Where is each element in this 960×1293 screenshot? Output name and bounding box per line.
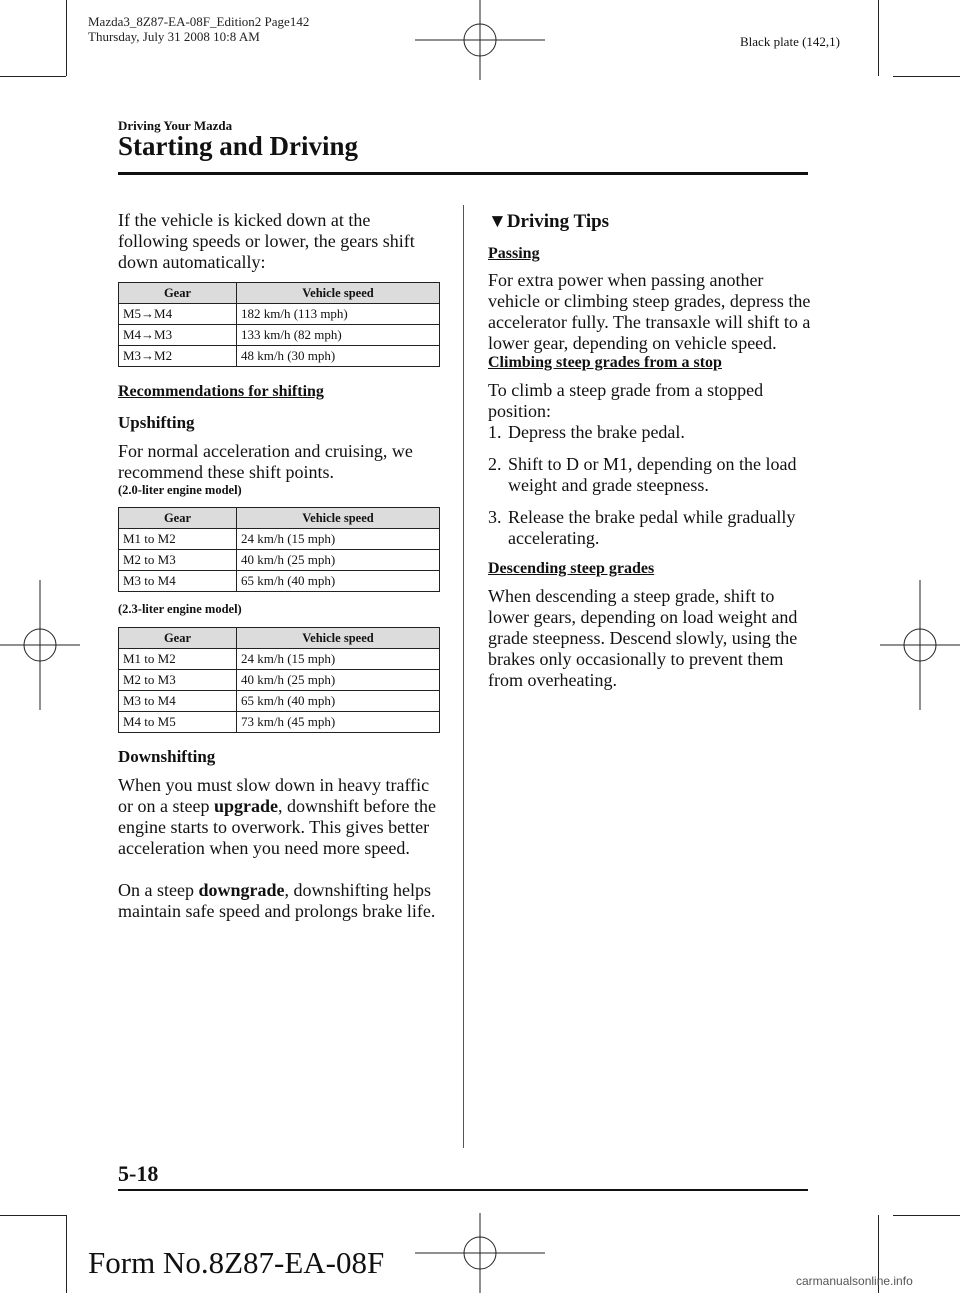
table-cell: M2 to M3 <box>119 670 237 691</box>
registration-target-top-icon <box>415 0 545 80</box>
table-cell: 73 km/h (45 mph) <box>237 712 440 733</box>
column-divider <box>463 205 464 1148</box>
plate-label: Black plate (142,1) <box>740 34 840 49</box>
recommendations-heading: Recommendations for shifting <box>118 383 324 400</box>
table-cell: 182 km/h (113 mph) <box>237 304 440 325</box>
column-header: Vehicle speed <box>237 283 440 304</box>
step-text: Release the brake pedal while gradually accelerating. <box>508 507 796 548</box>
table-cell: M4→M3 <box>119 325 237 346</box>
column-header: Vehicle speed <box>237 628 440 649</box>
file-info <box>88 14 309 44</box>
table-cell: 65 km/h (40 mph) <box>237 691 440 712</box>
table-cell: M3 to M4 <box>119 571 237 592</box>
text-run: When you must slow down in heavy traffic or on a steep <box>118 775 430 816</box>
step-text: Shift to D or M1, depending on the load weight and grade steepness. <box>508 454 797 495</box>
watermark: carmanualsonline.info <box>796 1274 913 1288</box>
text-run: , downshifting helps maintain safe speed and prolongs brake life. <box>118 880 436 921</box>
upshifting-text: For normal acceleration and cruising, we recommend these shift points. <box>118 441 413 482</box>
file-name: Mazda3_8Z87-EA-08F_Edition2 Page142 <box>88 14 310 29</box>
emphasis-downgrade: downgrade <box>198 880 285 900</box>
table-cell: M4 to M5 <box>119 712 237 733</box>
page-title: Starting and Driving <box>118 131 359 161</box>
right-column <box>488 211 812 691</box>
table-row <box>119 346 440 367</box>
file-timestamp: Thursday, July 31 2008 10:8 AM <box>88 29 260 44</box>
list-item <box>488 507 812 549</box>
triangle-marker-icon: ▼ <box>488 211 507 232</box>
downshifting-paragraph-2 <box>118 880 440 922</box>
shift-table-20 <box>118 507 440 592</box>
table-row <box>119 712 440 733</box>
step-number: 1. <box>488 422 502 442</box>
registration-target-left-icon <box>0 580 80 710</box>
table-cell: 24 km/h (15 mph) <box>237 649 440 670</box>
table-cell: M2 to M3 <box>119 550 237 571</box>
climbing-intro: To climb a steep grade from a stopped position: <box>488 380 764 421</box>
table-header-row <box>119 628 440 649</box>
table-cell: 65 km/h (40 mph) <box>237 571 440 592</box>
step-number: 3. <box>488 507 502 527</box>
table-row <box>119 649 440 670</box>
table-cell: 40 km/h (25 mph) <box>237 550 440 571</box>
list-item <box>488 422 812 443</box>
climbing-heading: Climbing steep grades from a stop <box>488 354 722 371</box>
passing-heading: Passing <box>488 245 540 262</box>
emphasis-upgrade: upgrade <box>213 796 278 816</box>
descending-text: When descending a steep grade, shift to lower gears, depending on load weight and grade steepness. Descend slowly, using the brakes only occasionally to prevent them from overheating. <box>488 586 798 690</box>
engine-23-label: (2.3-liter engine model) <box>118 602 242 616</box>
downshifting-heading: Downshifting <box>118 747 216 766</box>
driving-tips-heading <box>488 211 812 233</box>
step-number: 2. <box>488 454 502 474</box>
table-cell: 24 km/h (15 mph) <box>237 529 440 550</box>
list-item <box>488 454 812 496</box>
header-rule <box>118 172 808 175</box>
table-cell: 48 km/h (30 mph) <box>237 346 440 367</box>
table-cell: M1 to M2 <box>119 649 237 670</box>
table-cell: 40 km/h (25 mph) <box>237 670 440 691</box>
section-title: Driving Your Mazda <box>118 118 233 133</box>
table-row <box>119 325 440 346</box>
table-row <box>119 571 440 592</box>
table-header-row <box>119 283 440 304</box>
form-number: Form No.8Z87-EA-08F <box>88 1245 385 1280</box>
downshifting-paragraph-1 <box>118 775 440 859</box>
table-row <box>119 670 440 691</box>
table-cell: 133 km/h (82 mph) <box>237 325 440 346</box>
table-row <box>119 304 440 325</box>
footer-rule <box>118 1189 808 1191</box>
kickdown-intro: If the vehicle is kicked down at the following speeds or lower, the gears shift down automatically: <box>118 210 415 272</box>
column-header: Gear <box>119 508 237 529</box>
passing-text: For extra power when passing another vehicle or climbing steep grades, depress the accelerator fully. The transaxle will shift to a lower gear, depending on vehicle speed. <box>488 270 811 353</box>
step-text: Depress the brake pedal. <box>508 422 685 442</box>
descending-heading: Descending steep grades <box>488 560 655 577</box>
driving-tips-title: Driving Tips <box>506 211 610 232</box>
shift-table-23 <box>118 627 440 733</box>
text-run: On a steep <box>118 880 199 900</box>
table-row <box>119 529 440 550</box>
table-cell: M1 to M2 <box>119 529 237 550</box>
page-number: 5-18 <box>118 1161 159 1186</box>
text-run: , downshift before the engine starts to overwork. This gives better acceleration when you need more speed. <box>118 796 436 858</box>
kickdown-table <box>118 282 440 367</box>
engine-20-label: (2.0-liter engine model) <box>118 483 242 497</box>
registration-target-bottom-icon <box>415 1213 545 1293</box>
table-cell: M3→M2 <box>119 346 237 367</box>
table-row <box>119 691 440 712</box>
registration-target-right-icon <box>880 580 960 710</box>
left-column <box>118 210 440 922</box>
upshifting-heading: Upshifting <box>118 413 195 432</box>
table-cell: M3 to M4 <box>119 691 237 712</box>
column-header: Gear <box>119 283 237 304</box>
table-header-row <box>119 508 440 529</box>
table-cell: M5→M4 <box>119 304 237 325</box>
column-header: Vehicle speed <box>237 508 440 529</box>
table-row <box>119 550 440 571</box>
column-header: Gear <box>119 628 237 649</box>
